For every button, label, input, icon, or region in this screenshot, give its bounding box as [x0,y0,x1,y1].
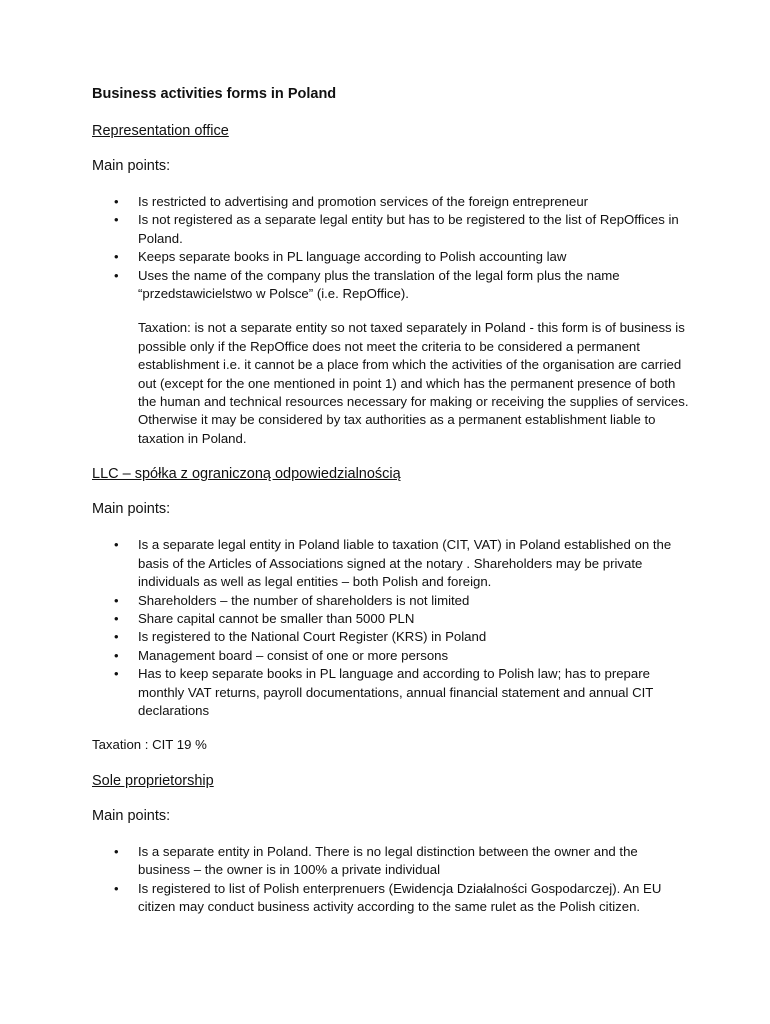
list-item-text: Shareholders – the number of shareholders is not limited [138,592,470,608]
section-llc [92,464,692,754]
list-item [92,267,692,304]
section-heading: Representation office [92,123,229,139]
bullet-icon: • [114,610,119,626]
document-title: Business activities forms in Poland [92,86,337,102]
section-representation-office [92,121,692,448]
list-item-text: Keeps separate books in PL language according to Polish accounting law [138,249,567,265]
list-item [92,628,692,646]
section-heading: Sole proprietorship [92,772,214,789]
section-heading: LLC – spółka z ograniczoną odpowiedzialnością [92,466,401,483]
list-item-text: Management board – consist of one or more persons [138,647,449,663]
list-item-text: Is a separate legal entity in Poland liable to taxation (CIT, VAT) in Poland established on the basis of the Articles of Associations signed at the notary . Shareholders may be private individuals as well as legal entities – both Polish and foreign. [138,537,672,590]
bullet-list [92,193,692,303]
list-item [92,843,692,880]
section-sole-proprietorship [92,771,692,917]
list-item-text: Share capital cannot be smaller than 5000 PLN [138,610,415,626]
bullet-icon: • [114,666,119,682]
bullet-icon: • [114,647,119,663]
list-item-text: Is registered to list of Polish enterprenuers (Ewidencja Działalności Gospodarczej). An EU citizen may conduct business activity according to the same rulet as the Polish citizen. [138,880,662,914]
list-item [92,193,692,211]
list-item-text: Is not registered as a separate legal entity but has to be registered to the list of RepOffices in Poland. [138,212,679,246]
bullet-icon: • [114,249,119,265]
bullet-icon: • [114,880,119,896]
main-points-label: Main points: [92,158,171,174]
list-item [92,610,692,628]
list-item [92,880,692,917]
bullet-icon: • [114,629,119,645]
bullet-list [92,536,692,720]
list-item [92,248,692,266]
bullet-icon: • [114,843,119,859]
list-item [92,536,692,591]
list-item [92,665,692,720]
taxation-paragraph: Taxation : CIT 19 % [92,737,207,753]
list-item-text: Is a separate entity in Poland. There is no legal distinction between the owner and the business – the owner is in 100% a private individual [138,843,638,878]
bullet-icon: • [114,194,119,209]
list-item [92,592,692,610]
list-item-text: Has to keep separate books in PL language and according to Polish law; has to prepare monthly VAT returns, payroll documentations, annual financial statement and annual CIT declarations [138,666,654,718]
list-item [92,647,692,665]
list-item-text: Is restricted to advertising and promotion services of the foreign entrepreneur [138,194,589,209]
bullet-icon: • [114,592,119,608]
main-points-label: Main points: [92,501,171,518]
main-points-label: Main points: [92,807,171,824]
list-item [92,211,692,248]
bullet-icon: • [114,267,119,283]
list-item-text: Uses the name of the company plus the translation of the legal form plus the name “przedstawicielstwo w Polsce” (i.e. RepOffice). [138,267,620,302]
bullet-list [92,843,692,917]
bullet-icon: • [114,537,119,553]
document-page [92,84,692,916]
taxation-paragraph: Taxation: is not a separate entity so not taxed separately in Poland - this form is of business is possible only if the RepOffice does not meet the criteria to be considered a permanent establishment i.e. it cannot be a place from which the activities of the organisation are carried out (except for the one mentioned in point 1) and which has the permanent presence of both the human and technical resources necessary for making or receiving the supplies of services. Otherwise it may be considered by tax authorities as a permanent establishment liable to taxation in Poland. [138,320,689,446]
bullet-icon: • [114,212,119,228]
list-item-text: Is registered to the National Court Register (KRS) in Poland [138,629,487,645]
